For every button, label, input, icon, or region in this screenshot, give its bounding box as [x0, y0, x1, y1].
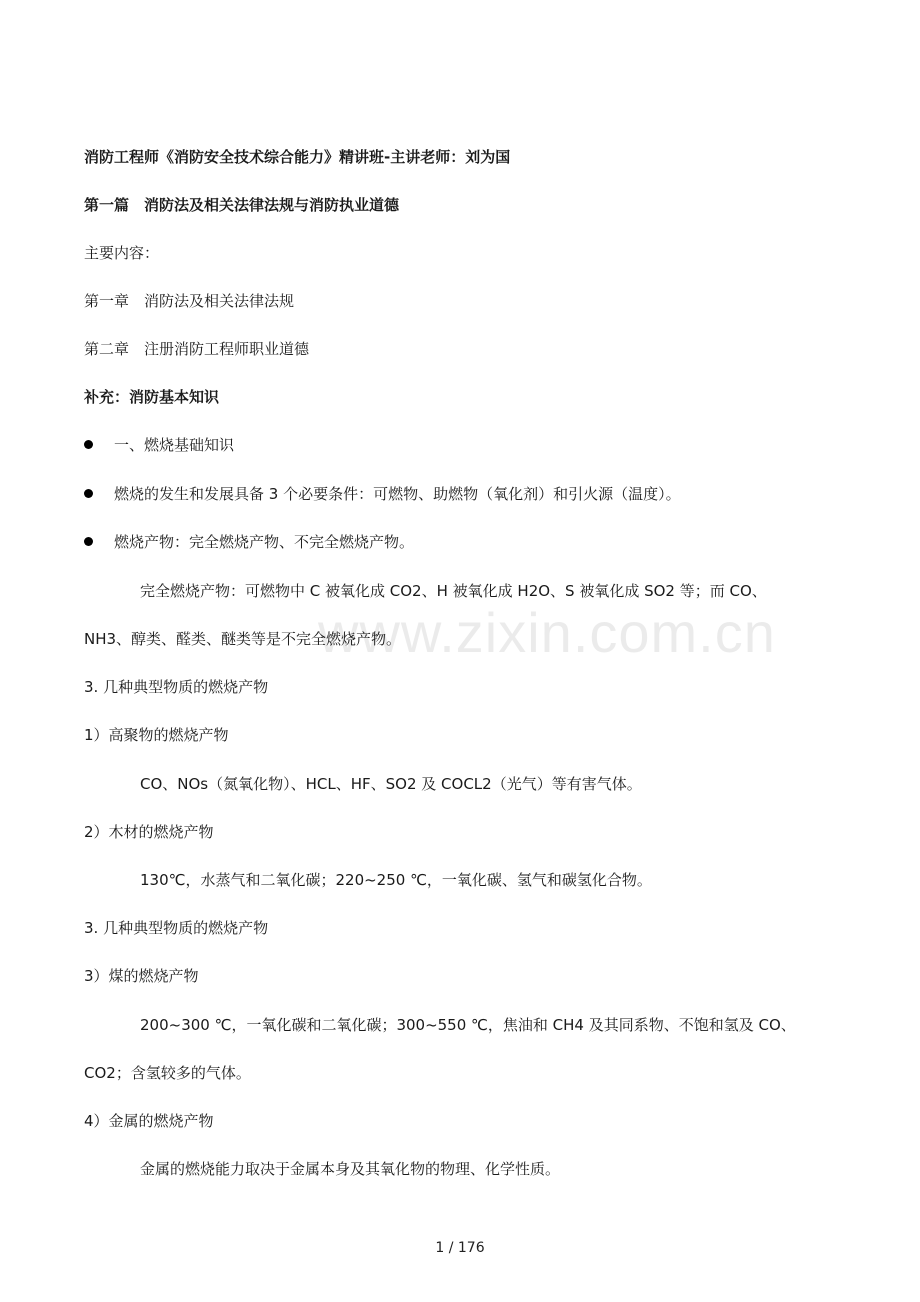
section-heading: 3. 几种典型物质的燃烧产物 [84, 919, 269, 937]
subsection-heading: 2）木材的燃烧产物 [84, 823, 214, 841]
paragraph-line: CO2；含氢较多的气体。 [84, 1064, 251, 1082]
paragraph-line: 金属的燃烧能力取决于金属本身及其氧化物的物理、化学性质。 [140, 1160, 561, 1178]
bullet-text: 燃烧产物：完全燃烧产物、不完全燃烧产物。 [114, 533, 415, 551]
supplement-heading: 补充：消防基本知识 [84, 388, 220, 406]
bullet-item [84, 531, 414, 553]
chapter-2: 第二章 注册消防工程师职业道德 [84, 340, 310, 358]
bullet-item [84, 483, 681, 505]
bullet-text: 一、燃烧基础知识 [114, 436, 235, 454]
bullet-dot-icon [84, 440, 93, 449]
paragraph-line: CO、NOs（氮氧化物）、HCL、HF、SO2 及 COCL2（光气）等有害气体。 [140, 775, 642, 793]
bullet-item [84, 434, 234, 456]
subsection-heading: 1）高聚物的燃烧产物 [84, 726, 229, 744]
page-number: 1 / 176 [435, 1240, 485, 1256]
paragraph-line: 200~300 ℃，一氧化碳和二氧化碳；300~550 ℃，焦油和 CH4 及其同系物、不饱和氢及 CO、 [140, 1016, 796, 1034]
subsection-heading: 4）金属的燃烧产物 [84, 1112, 214, 1130]
paragraph-line: 完全燃烧产物：可燃物中 C 被氧化成 CO2、H 被氧化成 H2O、S 被氧化成 SO2 等；而 CO、 [140, 582, 767, 600]
paragraph-line: 130℃，水蒸气和二氧化碳；220~250 ℃，一氧化碳、氢气和碳氢化合物。 [140, 871, 652, 889]
main-contents-label: 主要内容： [84, 244, 160, 262]
bullet-text: 燃烧的发生和发展具备 3 个必要条件：可燃物、助燃物（氧化剂）和引火源（温度）。 [114, 485, 681, 503]
bullet-dot-icon [84, 537, 93, 546]
watermark: www.zixin.com.cn [318, 601, 776, 664]
part-heading: 第一篇 消防法及相关法律法规与消防执业道德 [84, 196, 400, 214]
section-heading: 3. 几种典型物质的燃烧产物 [84, 678, 269, 696]
bullet-dot-icon [84, 489, 93, 498]
paragraph-line: NH3、醇类、醛类、醚类等是不完全燃烧产物。 [84, 630, 402, 648]
document-title: 消防工程师《消防安全技术综合能力》精讲班-主讲老师：刘为国 [84, 148, 511, 166]
subsection-heading: 3）煤的燃烧产物 [84, 967, 199, 985]
chapter-1: 第一章 消防法及相关法律法规 [84, 292, 295, 310]
